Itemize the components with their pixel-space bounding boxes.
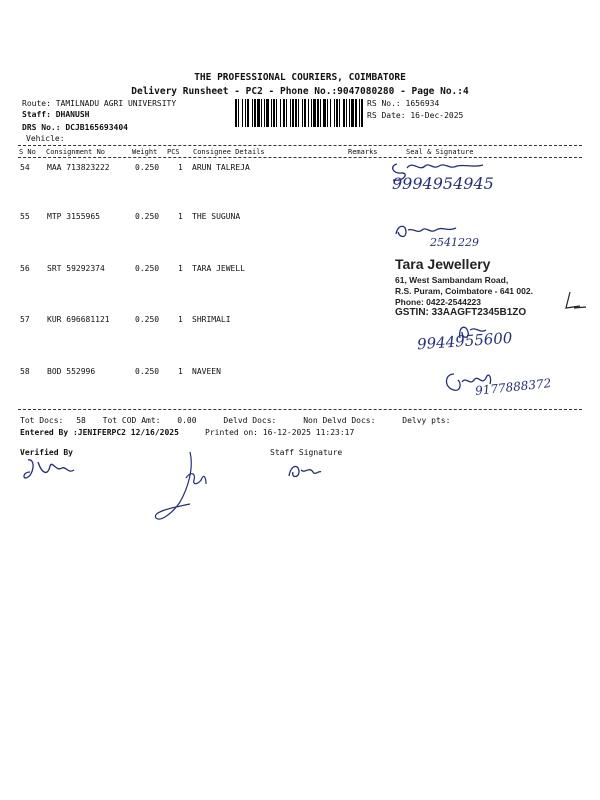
totals-rule [18,409,582,410]
row-consignment: MTP 3155965 [47,212,100,221]
row-consignee: ARUN TALREJA [192,163,250,172]
row-weight: 0.250 [135,163,160,172]
col-pcs: PCS [167,148,180,156]
route-value: TAMILNADU AGRI UNIVERSITY [55,99,177,108]
barcode-bar [323,99,326,127]
row-consignee: NAVEEN [192,367,221,376]
staff-value: DHANUSH [55,110,90,119]
staff-label: Staff: [22,110,51,119]
barcode-bar [320,99,321,127]
barcode-bar [292,99,294,127]
barcode-bar [311,99,312,127]
row-sno: 56 [20,264,30,273]
stamp-name: Tara Jewellery [395,256,491,272]
barcode-bar [304,99,306,127]
barcode-bar [276,99,277,127]
barcode-bar [302,99,303,127]
barcode-bar [295,99,297,127]
barcode [235,99,363,127]
row-weight: 0.250 [135,367,160,376]
verified-by-label: Verified By [20,448,73,457]
staff-line [22,110,89,119]
entered-by: Entered By :JENIFERPC2 12/16/2025 [20,428,179,437]
route-label: Route: [22,99,51,108]
barcode-bar [361,99,363,127]
row-sno: 58 [20,367,30,376]
barcode-bar [351,99,354,127]
col-consignee: Consignee Details [193,148,265,156]
barcode-bar [247,99,249,127]
row-weight: 0.250 [135,264,160,273]
row-consignment: MAA 713823222 [47,163,110,172]
row-consignment: SRT 59292374 [47,264,105,273]
barcode-bar [336,99,338,127]
delvy-pts-label: Delvy pts: [402,416,451,425]
barcode-bar [257,99,260,127]
col-consignment: Consignment No [46,148,106,156]
row-pcs: 1 [178,212,183,221]
col-weight: Weight [132,148,158,156]
barcode-bar [266,99,269,127]
barcode-bar [273,99,275,127]
rs-no-line [367,99,439,108]
stamp-phone: Phone: 0422-2544223 [395,297,481,307]
barcode-bar [283,99,285,127]
barcode-bar [355,99,357,127]
signature-row-56 [560,290,590,315]
company-title: THE PROFESSIONAL COURIERS, COIMBATORE [194,72,406,83]
row-pcs: 1 [178,315,183,324]
drs-label: DRS No.: [22,123,61,132]
handwritten-phone-row-55: 2541229 [430,236,479,249]
drs-line [22,123,128,132]
row-pcs: 1 [178,163,183,172]
tot-docs-value: 58 [76,416,86,425]
barcode-bar [327,99,328,127]
barcode-bar [242,99,243,127]
tot-cod-label: Tot COD Amt: [102,416,161,425]
barcode-bar [343,99,345,127]
row-sno: 55 [20,212,30,221]
rs-date-line [367,111,463,120]
row-consignment: BOD 552996 [47,367,96,376]
verified-by-signature [20,452,80,484]
col-sno: S No [19,148,36,156]
row-consignment: KUR 696681121 [47,315,110,324]
route-line [22,99,176,108]
barcode-bar [290,99,291,127]
totals-line [20,416,450,425]
barcode-bar [280,99,281,127]
row-sno: 54 [20,163,30,172]
runsheet-title: Delivery Runsheet - PC2 - Phone No.:9047080280 - Page No.:4 [131,86,469,97]
delvd-docs-label: Delvd Docs: [223,416,277,425]
barcode-bar [298,99,299,127]
stamp-address-1: 61, West Sambandam Road, [395,275,509,285]
rs-date-value: 16-Dec-2025 [410,111,464,120]
row-weight: 0.250 [135,212,160,221]
stamp-address-2: R.S. Puram, Coimbatore - 641 002. [395,286,533,296]
col-seal: Seal & Signature [406,148,474,156]
handwritten-phone-row-57: 9944955600 [416,328,513,354]
non-delvd-docs-label: Non Delvd Docs: [303,416,376,425]
barcode-bar [339,99,340,127]
barcode-bar [346,99,347,127]
barcode-bar [317,99,319,127]
drs-value: DCJB165693404 [65,123,128,132]
verifier-signature-large [150,448,230,528]
row-pcs: 1 [178,264,183,273]
row-weight: 0.250 [135,315,160,324]
barcode-bar [254,99,256,127]
tot-cod-value: 0.00 [177,416,197,425]
row-consignee: THE SUGUNA [192,212,241,221]
tot-docs-label: Tot Docs: [20,416,64,425]
rs-no-value: 1656934 [405,99,440,108]
barcode-bar [235,99,237,127]
barcode-bar [264,99,265,127]
barcode-bar [252,99,253,127]
barcode-bar [308,99,309,127]
printed-on: Printed on: 16-12-2025 11:23:17 [205,428,355,437]
rs-no-label: RS No.: [367,99,401,108]
handwritten-phone-row-54: 9994954945 [392,174,494,193]
barcode-bar [286,99,287,127]
row-pcs: 1 [178,367,183,376]
handwritten-phone-row-58: 9177888372 [474,376,552,398]
row-sno: 57 [20,315,30,324]
stamp-gstin: GSTIN: 33AAGFT2345B1ZO [395,307,527,318]
staff-signature-label: Staff Signature [270,448,343,457]
barcode-bar [359,99,360,127]
col-remarks: Remarks [348,148,378,156]
row-consignee: TARA JEWELL [192,264,245,273]
barcode-bar [334,99,335,127]
row-consignee: SHRIMALI [192,315,231,324]
barcode-bar [245,99,246,127]
vehicle-label: Vehicle: [26,134,65,143]
barcode-bar [349,99,350,127]
header-rule-top [18,145,582,146]
staff-signature [285,460,325,482]
barcode-bar [238,99,239,127]
barcode-bar [313,99,316,127]
barcode-bar [330,99,331,127]
rs-date-label: RS Date: [367,111,406,120]
barcode-bar [261,99,262,127]
barcode-bar [271,99,272,127]
